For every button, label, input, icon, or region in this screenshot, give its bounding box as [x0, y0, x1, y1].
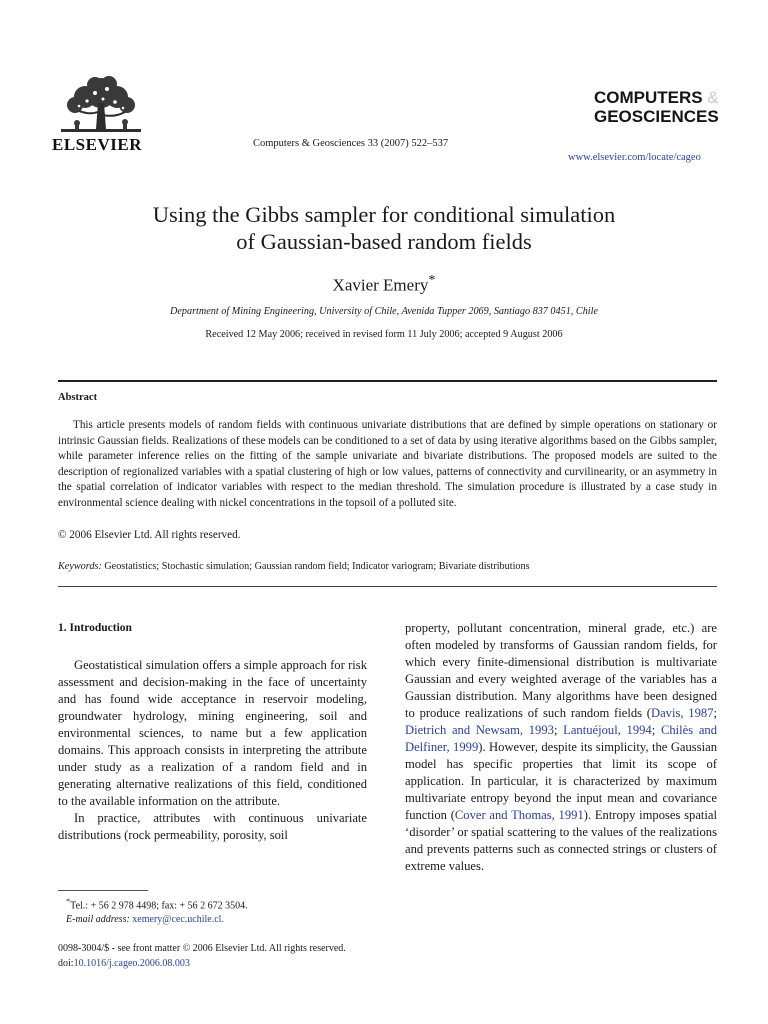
elsevier-tree-logo: [55, 75, 147, 137]
keywords-label: Keywords:: [58, 561, 102, 572]
author-affiliation: Department of Mining Engineering, University of Chile, Avenida Tupper 2069, Santiago 837 0451, Chile: [170, 306, 598, 317]
title-line-1: Using the Gibbs sampler for conditional simulation: [152, 202, 616, 227]
abstract-bottom-rule: [58, 586, 717, 587]
right-text-b: ). However, despite its simplicity, the Gaussian model has specific properties that limit its scope of application. In particular, it is characterized by maximum multivariate entropy beyond the input mean and covariance function (: [405, 740, 717, 822]
author-name: Xavier Emery: [332, 275, 429, 295]
journal-url-link[interactable]: www.elsevier.com/locate/cageo: [568, 152, 701, 163]
doi-link[interactable]: 10.1016/j.cageo.2006.08.003: [73, 957, 190, 969]
ref-link-davis[interactable]: Davis, 1987: [651, 706, 714, 720]
journal-citation: Computers & Geosciences 33 (2007) 522–537: [253, 138, 449, 149]
received-dates: Received 12 May 2006; received in revised form 11 July 2006; accepted 9 August 2006: [205, 329, 563, 340]
author-line: [0, 272, 768, 296]
page-header: [0, 0, 768, 170]
journal-logo: [594, 88, 719, 126]
footnote-contact: Tel.: + 56 2 978 4498; fax: + 56 2 672 3504.: [70, 900, 248, 912]
footnote-email-label: E-mail address:: [66, 914, 130, 926]
ref-link-dietrich[interactable]: Dietrich and Newsam, 1993: [405, 723, 554, 737]
section-heading-introduction: 1. Introduction: [58, 622, 132, 634]
abstract-copyright: © 2006 Elsevier Ltd. All rights reserved.: [58, 529, 241, 541]
publisher-name: ELSEVIER: [52, 135, 142, 154]
footnote-email-link[interactable]: xemery@cec.uchile.cl.: [132, 914, 224, 926]
right-text-a: property, pollutant concentration, mineral grade, etc.) are often modeled by transforms of Gaussian random fields, for which every finite-dimensional distribution is multivariate Gaussian and every weighted average of the variables has a Gaussian distribution. Many algorithms have been designed to produce realizations of such random fields (: [405, 621, 717, 720]
journal-logo-line1: COMPUTERS: [594, 88, 703, 107]
intro-paragraph-2: In practice, attributes with continuous univariate distributions (rock permeability, porosity, soil: [58, 811, 367, 842]
article-title: [0, 201, 768, 255]
footnote-mark: *: [66, 897, 71, 906]
journal-logo-ampersand: &: [707, 88, 719, 107]
ref-separator: ;: [713, 706, 717, 720]
ref-link-cover[interactable]: Cover and Thomas, 1991: [454, 808, 584, 822]
abstract-text: This article presents models of random fields with continuous univariate distributions that are defined by simple operations on stationary or intrinsic Gaussian fields. Realizations of these models can be conditioned to a set of data by using iterative algorithms based on the Gibbs sampler, while parameter inference relies on the fitting of the sample univariate and bivariate distributions. The proposed models are suited to the description of regionalized variables with a spatial clustering of high or low values, patterns of connectivity and curvilinearity, or an asymmetry in the spatial correlation of indicator variables with respect to the median threshold. The simulation procedure is illustrated by a case study in environmental science dealing with nickel concentrations in the topsoil of a polluted site.: [58, 419, 717, 509]
author-footnote-mark[interactable]: *: [428, 272, 436, 288]
keywords-line: [58, 561, 530, 572]
ref-link-lantuejoul[interactable]: Lantuéjoul, 1994: [563, 723, 652, 737]
title-line-2: of Gaussian-based random fields: [236, 229, 532, 254]
journal-logo-line2: GEOSCIENCES: [594, 107, 719, 126]
ref-separator: ;: [553, 723, 564, 737]
footnote-rule: [58, 890, 148, 891]
abstract-top-rule: [58, 380, 717, 382]
left-column: [58, 620, 367, 844]
ref-separator: ;: [651, 723, 661, 737]
author-footnote: [66, 895, 248, 927]
front-matter-info: [58, 942, 346, 971]
right-column: [405, 620, 717, 875]
intro-paragraph-1: Geostatistical simulation offers a simple approach for risk assessment and decision-making in the face of uncertainty and has found wide acceptance in reservoir modeling, groundwater hydrology, mining engineering, soil and environmental sciences, to name but a few application domains. This approach consists in interpreting the attribute under study as a realization of a random field and in generating alternative realizations of this field, conditioned to the available information on the attribute.: [58, 658, 367, 808]
right-text-c: ). Entropy imposes spatial ‘disorder’ or spatial scattering to the values of the realizations and prevents patterns such as connected strings or clusters of extreme values.: [405, 808, 718, 873]
ref-link-chiles[interactable]: Chilès and Delfiner, 1999: [405, 723, 717, 754]
intro-paragraph-2-continued: [405, 620, 717, 875]
issn-line: 0098-3004/$ - see front matter © 2006 Elsevier Ltd. All rights reserved.: [58, 943, 346, 954]
keywords-list: Geostatistics; Stochastic simulation; Gaussian random field; Indicator variogram; Bivariate distributions: [104, 561, 530, 572]
abstract-heading: Abstract: [58, 392, 98, 403]
doi-label: doi:: [58, 957, 74, 969]
